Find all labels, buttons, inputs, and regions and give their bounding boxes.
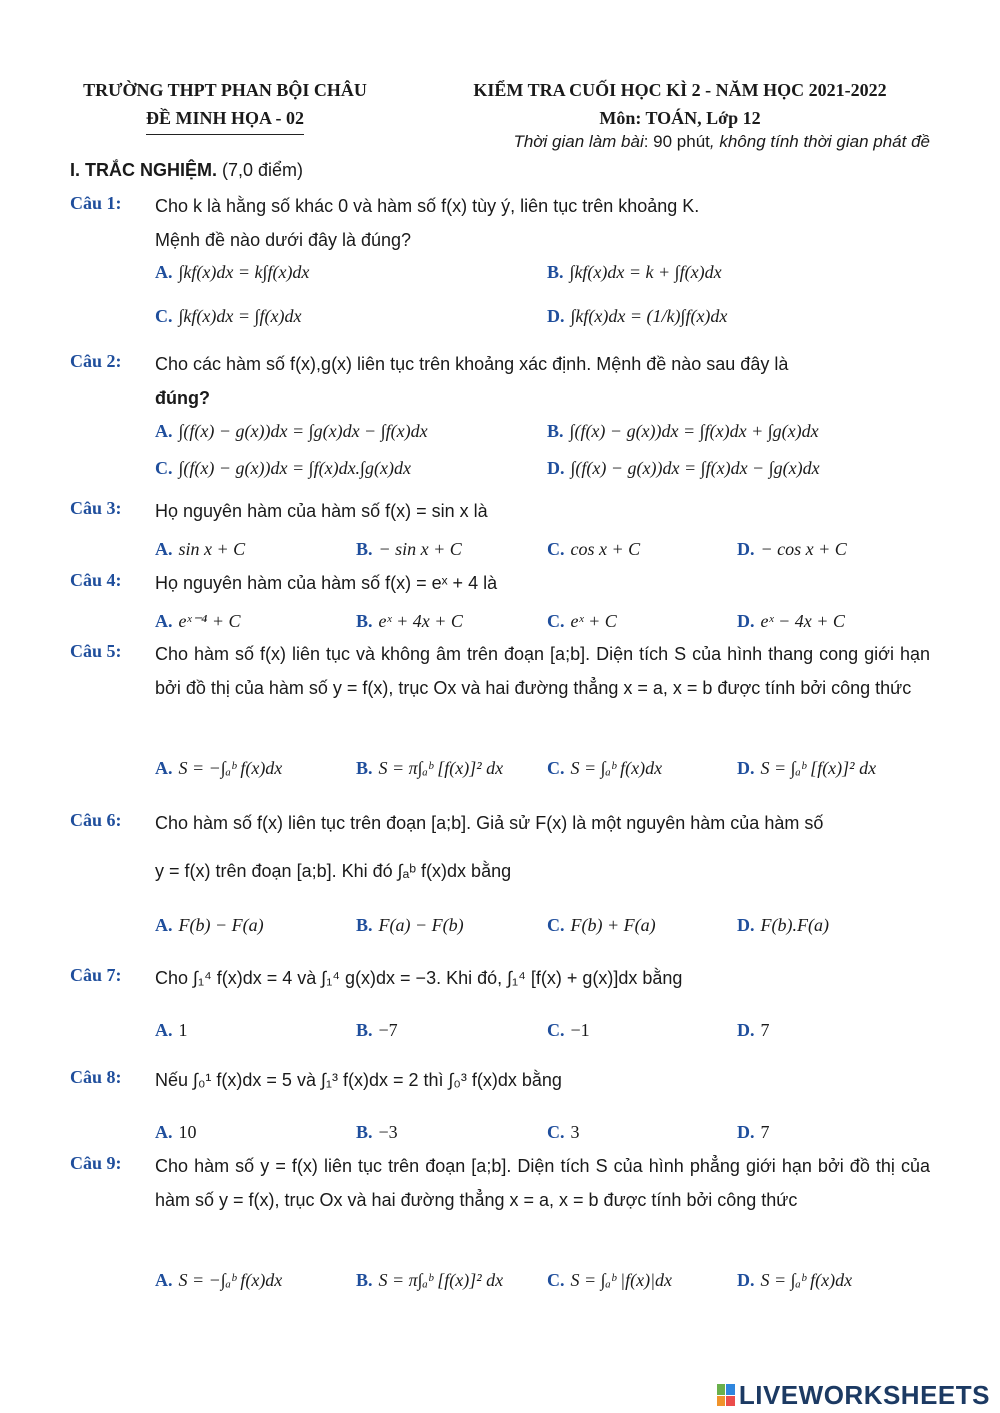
- option-a[interactable]: A. ∫(f(x) − g(x))dx = ∫g(x)dx − ∫f(x)dx: [155, 421, 428, 441]
- question-label: Câu 7:: [70, 965, 122, 985]
- option-a[interactable]: A. ∫kf(x)dx = k∫f(x)dx: [155, 262, 310, 282]
- question-1: [70, 189, 930, 349]
- option-b[interactable]: B. S = π∫ₐᵇ [f(x)]² dx: [356, 1270, 504, 1290]
- question-text: Họ nguyên hàm của hàm số f(x) = eˣ + 4 là: [155, 573, 498, 593]
- question-text-2: đúng?: [155, 388, 210, 408]
- option-b[interactable]: B. ∫(f(x) − g(x))dx = ∫f(x)dx + ∫g(x)dx: [547, 421, 819, 441]
- question-label: Câu 5:: [70, 641, 122, 661]
- question-8: [70, 1063, 930, 1153]
- options-row: [155, 751, 930, 785]
- liveworksheets-logo: [717, 1380, 990, 1410]
- exam-subject: Môn: TOÁN, Lớp 12: [599, 108, 761, 128]
- exam-title: KIỂM TRA CUỐI HỌC KÌ 2 - NĂM HỌC 2021-2022: [473, 80, 887, 100]
- option-c[interactable]: C. ∫kf(x)dx = ∫f(x)dx: [155, 306, 302, 326]
- options-row: [155, 604, 930, 638]
- option-b[interactable]: B. eˣ + 4x + C: [356, 611, 463, 631]
- options-row: [155, 414, 930, 448]
- option-b[interactable]: B. F(a) − F(b): [356, 915, 464, 935]
- option-c[interactable]: C. −1: [547, 1020, 590, 1040]
- question-6: [70, 806, 930, 946]
- section-title: [70, 160, 303, 181]
- question-text: Cho ∫₁⁴ f(x)dx = 4 và ∫₁⁴ g(x)dx = −3. Khi đó, ∫₁⁴ [f(x) + g(x)]dx bằng: [155, 968, 683, 988]
- options-row: [155, 1013, 930, 1047]
- question-label: Câu 9:: [70, 1153, 122, 1173]
- option-c[interactable]: C. 3: [547, 1122, 580, 1142]
- question-text-2: y = f(x) trên đoạn [a;b]. Khi đó ∫ₐᵇ f(x)dx bằng: [155, 861, 512, 881]
- question-9: [70, 1149, 930, 1314]
- brand-text: LIVEWORKSHEETS: [738, 1379, 990, 1410]
- option-d[interactable]: D. − cos x + C: [737, 539, 847, 559]
- option-a[interactable]: A. S = −∫ₐᵇ f(x)dx: [155, 1270, 283, 1290]
- time-label: Thời gian làm bài: [513, 132, 644, 151]
- option-c[interactable]: C. S = ∫ₐᵇ |f(x)|dx: [547, 1270, 673, 1290]
- option-d[interactable]: D. ∫kf(x)dx = (1/k)∫f(x)dx: [547, 306, 728, 326]
- options-row: [155, 299, 930, 333]
- exam-time: [513, 132, 930, 152]
- question-label: Câu 3:: [70, 498, 122, 518]
- option-d[interactable]: D. S = ∫ₐᵇ [f(x)]² dx: [737, 758, 877, 778]
- option-c[interactable]: C. F(b) + F(a): [547, 915, 656, 935]
- option-d[interactable]: D. eˣ − 4x + C: [737, 611, 845, 631]
- option-b[interactable]: B. −7: [356, 1020, 398, 1040]
- option-c[interactable]: C. ∫(f(x) − g(x))dx = ∫f(x)dx.∫g(x)dx: [155, 458, 411, 478]
- options-row: [155, 255, 930, 289]
- option-d[interactable]: D. 7: [737, 1122, 770, 1142]
- option-c[interactable]: C. eˣ + C: [547, 611, 617, 631]
- option-c[interactable]: C. S = ∫ₐᵇ f(x)dx: [547, 758, 663, 778]
- question-label: Câu 6:: [70, 810, 122, 830]
- question-text: Cho hàm số f(x) liên tục trên đoạn [a;b]. Giả sử F(x) là một nguyên hàm của hàm số: [155, 813, 824, 833]
- question-label: Câu 8:: [70, 1067, 122, 1087]
- section-points: (7,0 điểm): [217, 160, 304, 180]
- option-c[interactable]: C. cos x + C: [547, 539, 641, 559]
- question-3: [70, 494, 930, 568]
- question-5: [70, 637, 930, 802]
- question-text: Nếu ∫₀¹ f(x)dx = 5 và ∫₁³ f(x)dx = 2 thì ∫₀³ f(x)dx bằng: [155, 1070, 562, 1090]
- option-d[interactable]: D. 7: [737, 1020, 770, 1040]
- option-b[interactable]: B. S = π∫ₐᵇ [f(x)]² dx: [356, 758, 504, 778]
- option-a[interactable]: A. F(b) − F(a): [155, 915, 264, 935]
- school-name: TRƯỜNG THPT PHAN BỘI CHÂU: [83, 80, 367, 100]
- options-row: [155, 1115, 930, 1149]
- option-b[interactable]: B. −3: [356, 1122, 398, 1142]
- question-7: [70, 961, 930, 1051]
- option-a[interactable]: A. sin x + C: [155, 539, 246, 559]
- question-text: Cho hàm số f(x) liên tục và không âm trên đoạn [a;b]. Diện tích S của hình thang cong giới hạn bởi đồ thị của hàm số y = f(x), trục Ox và hai đường thẳng x = a, x = b được tính bởi công thức: [155, 644, 930, 698]
- question-text: Cho hàm số y = f(x) liên tục trên đoạn [a;b]. Diện tích S của hình phẳng giới hạn bởi đồ thị của hàm số y = f(x), trục Ox và hai đường thẳng x = a, x = b được tính bởi công thức: [155, 1156, 930, 1210]
- options-row: [155, 532, 930, 566]
- options-row: [155, 908, 930, 942]
- question-4: [70, 566, 930, 640]
- exam-header: [430, 76, 930, 132]
- time-value: : 90 phút: [643, 132, 710, 151]
- question-text-2: Mệnh đề nào dưới đây là đúng?: [155, 230, 412, 250]
- question-text: Họ nguyên hàm của hàm số f(x) = sin x là: [155, 501, 488, 521]
- option-b[interactable]: B. ∫kf(x)dx = k + ∫f(x)dx: [547, 262, 722, 282]
- option-a[interactable]: A. eˣ⁻⁴ + C: [155, 611, 241, 631]
- liveworksheets-icon: [717, 1384, 735, 1406]
- option-a[interactable]: A. 1: [155, 1020, 188, 1040]
- options-row: [155, 1263, 930, 1297]
- section-heading: I. TRẮC NGHIỆM.: [70, 160, 217, 180]
- question-label: Câu 2:: [70, 351, 122, 371]
- question-text: Cho k là hằng số khác 0 và hàm số f(x) tùy ý, liên tục trên khoảng K.: [155, 196, 700, 216]
- option-d[interactable]: D. F(b).F(a): [737, 915, 829, 935]
- question-label: Câu 4:: [70, 570, 122, 590]
- question-text: Cho các hàm số f(x),g(x) liên tục trên khoảng xác định. Mệnh đề nào sau đây là: [155, 354, 789, 374]
- school-header: [70, 76, 380, 135]
- option-a[interactable]: A. 10: [155, 1122, 197, 1142]
- option-d[interactable]: D. S = ∫ₐᵇ f(x)dx: [737, 1270, 853, 1290]
- exam-code: ĐỀ MINH HỌA - 02: [146, 104, 304, 135]
- time-note: , không tính thời gian phát đề: [709, 132, 930, 151]
- options-row: [155, 451, 930, 485]
- question-2: [70, 347, 930, 497]
- question-label: Câu 1:: [70, 193, 122, 213]
- option-b[interactable]: B. − sin x + C: [356, 539, 462, 559]
- option-d[interactable]: D. ∫(f(x) − g(x))dx = ∫f(x)dx − ∫g(x)dx: [547, 458, 820, 478]
- option-a[interactable]: A. S = −∫ₐᵇ f(x)dx: [155, 758, 283, 778]
